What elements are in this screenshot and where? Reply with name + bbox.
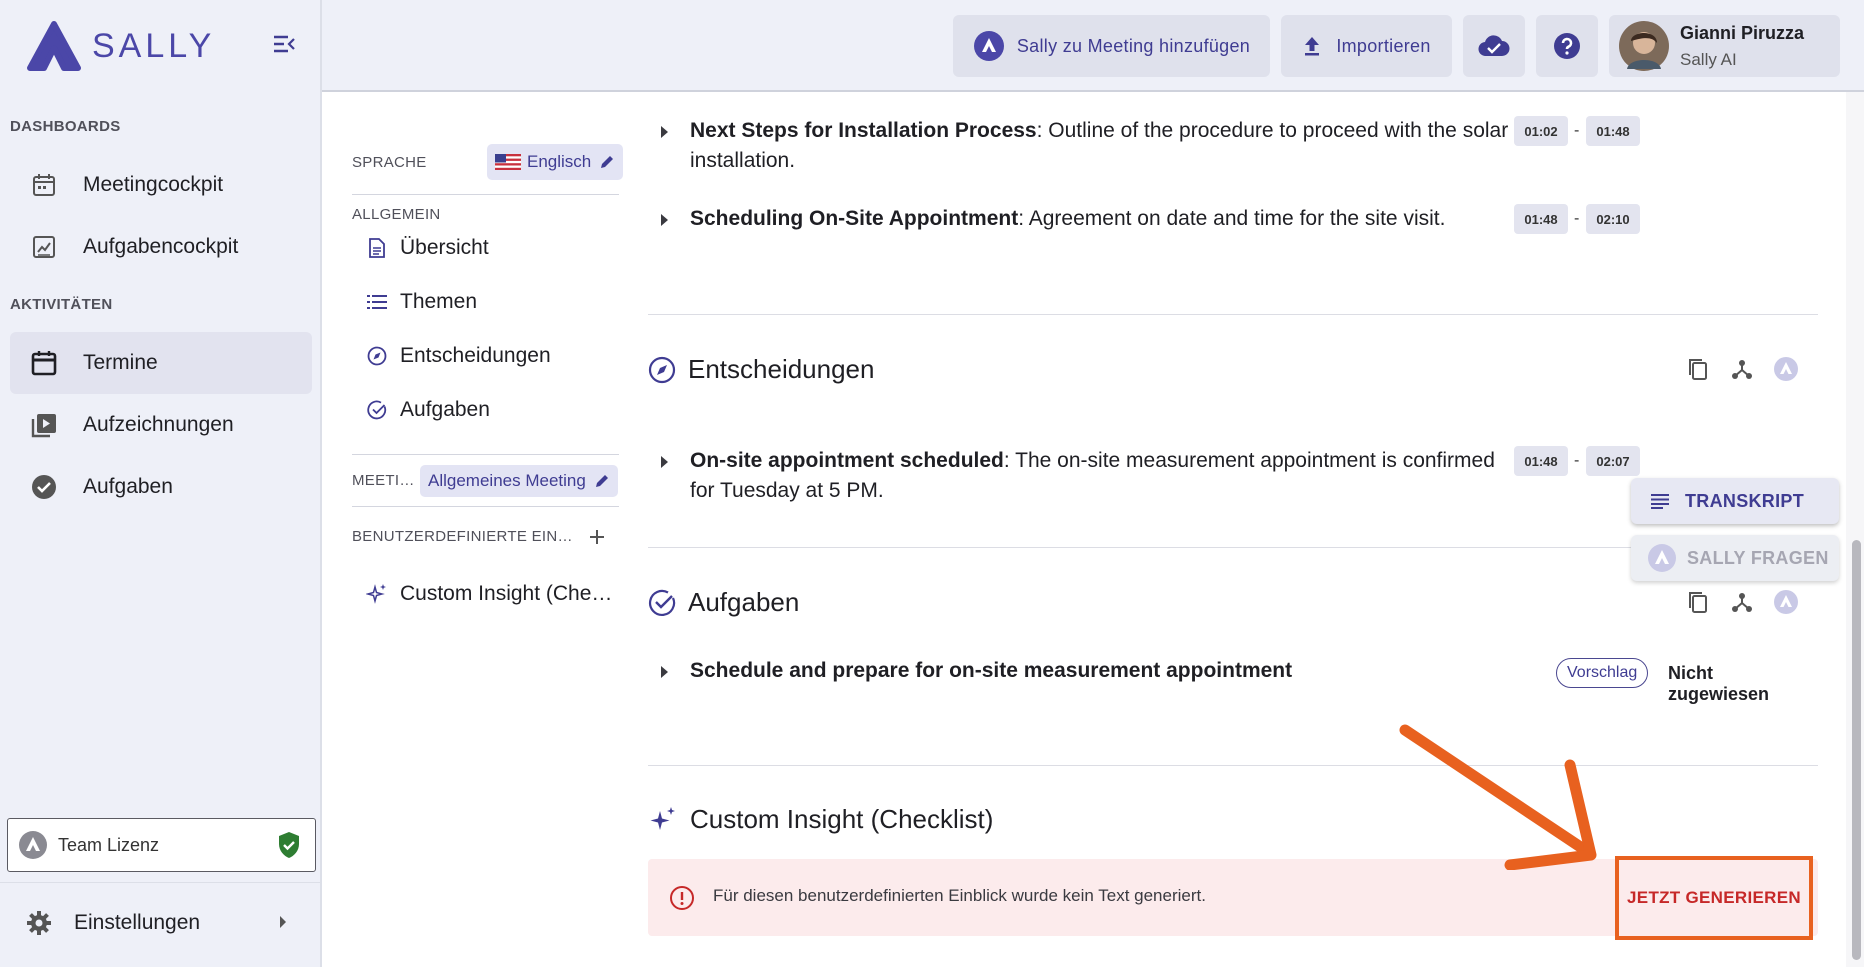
import-button[interactable] — [1281, 15, 1452, 77]
decision-text: On-site appointment scheduled: The on-site measurement appointment is confirmed for Tuesday at 5 PM. — [690, 449, 1495, 502]
transcript-button[interactable] — [1631, 478, 1839, 524]
timestamp-end[interactable]: 02:10 — [1586, 204, 1640, 234]
compass-icon — [648, 356, 676, 384]
sally-logo-icon — [26, 20, 82, 72]
sidebar-item-meetingcockpit[interactable] — [10, 154, 312, 216]
user-name: Gianni Piruzza — [1680, 22, 1805, 43]
decisions-header — [648, 354, 874, 385]
nav-label: Themen — [400, 290, 478, 313]
tasks-header — [648, 587, 799, 618]
sparkle-icon — [366, 583, 388, 605]
share-hub-icon[interactable] — [1720, 358, 1764, 380]
add-icon[interactable] — [588, 528, 606, 546]
ask-sally-button[interactable] — [1631, 535, 1839, 581]
section-dashboards: DASHBOARDS — [10, 118, 121, 135]
brand-name: SALLY — [92, 26, 216, 65]
scrollbar-thumb[interactable] — [1852, 540, 1861, 960]
timestamp-start[interactable]: 01:02 — [1514, 116, 1568, 146]
import-label: Importieren — [1336, 35, 1431, 56]
suggestion-badge: Vorschlag — [1556, 658, 1648, 688]
section-aktivitaeten: AKTIVITÄTEN — [10, 296, 113, 313]
timestamp-start[interactable]: 01:48 — [1514, 446, 1568, 476]
copy-icon[interactable] — [1676, 357, 1720, 381]
nav-themen[interactable] — [366, 290, 477, 314]
language-label: SPRACHE — [352, 154, 427, 171]
help-icon — [1553, 32, 1581, 60]
add-to-meeting-label: Sally zu Meeting hinzufügen — [1016, 35, 1251, 56]
meeting-type-value: Allgemeines Meeting — [428, 471, 586, 490]
team-license-card[interactable] — [7, 818, 316, 872]
expand-arrow-icon[interactable] — [661, 666, 668, 678]
chevron-right-icon — [278, 915, 288, 934]
time-separator: - — [1574, 210, 1580, 227]
decisions-title: Entscheidungen — [688, 354, 875, 384]
task-text: Schedule and prepare for on-site measurement appointment — [690, 659, 1293, 682]
tasks-title: Aufgaben — [688, 587, 800, 617]
sally-ai-icon[interactable] — [1764, 589, 1808, 615]
sally-ai-icon — [1647, 543, 1677, 573]
sidebar-divider — [0, 882, 320, 883]
user-menu[interactable] — [1609, 15, 1840, 77]
sidebar-item-aufgaben[interactable] — [10, 456, 312, 518]
sally-logo[interactable] — [26, 20, 215, 72]
sidebar-item-aufzeichnungen[interactable] — [10, 394, 312, 456]
meeting-type-chip[interactable] — [420, 465, 618, 497]
expand-arrow-icon[interactable] — [661, 126, 668, 138]
sidebar — [0, 0, 322, 967]
sally-logo-icon — [973, 30, 1005, 62]
collapse-menu-icon[interactable] — [272, 34, 296, 59]
topic-text: Next Steps for Installation Process: Outline of the procedure to proceed with the solar installation. — [690, 119, 1509, 172]
nav-entscheidungen[interactable] — [366, 344, 551, 368]
timestamp-end[interactable]: 02:07 — [1586, 446, 1640, 476]
divider — [352, 506, 619, 507]
edit-icon — [594, 473, 610, 489]
calendar-dashboard-icon — [28, 172, 60, 198]
custom-insight-title: Custom Insight (Checklist) — [690, 804, 994, 834]
timestamp-start[interactable]: 01:48 — [1514, 204, 1568, 234]
nav-label: Übersicht — [400, 236, 489, 259]
verified-shield-icon — [277, 831, 301, 864]
timestamp-end[interactable]: 01:48 — [1586, 116, 1640, 146]
divider — [352, 194, 619, 195]
nav-aufgaben[interactable] — [366, 398, 490, 422]
decisions-actions — [1676, 356, 1808, 382]
document-icon — [366, 238, 388, 258]
expand-arrow-icon[interactable] — [661, 214, 668, 226]
license-label: Team Lizenz — [58, 834, 160, 855]
nav-label: Aufgaben — [400, 398, 490, 421]
add-sally-to-meeting-button[interactable] — [953, 15, 1270, 77]
nav-custom-insight[interactable] — [366, 582, 612, 606]
check-circle-outline-icon — [366, 400, 388, 420]
sidebar-item-label: Termine — [83, 351, 158, 374]
error-message: Für diesen benutzerdefinierten Einblick wurde kein Text generiert. — [713, 886, 1206, 905]
meeting-type-label: MEETI… — [352, 472, 415, 489]
chart-icon — [28, 234, 60, 260]
copy-icon[interactable] — [1676, 590, 1720, 614]
notes-icon — [1651, 493, 1671, 509]
language-value: Englisch — [527, 152, 592, 171]
sidebar-item-label: Aufgabencockpit — [83, 235, 239, 258]
cloud-done-icon — [1478, 34, 1510, 58]
ask-sally-label: SALLY FRAGEN — [1687, 547, 1829, 568]
edit-icon — [599, 154, 615, 170]
error-icon — [669, 885, 695, 911]
expand-arrow-icon[interactable] — [661, 456, 668, 468]
tasks-actions — [1676, 589, 1808, 615]
list-icon — [366, 294, 388, 310]
sparkle-icon — [648, 805, 678, 835]
time-separator: - — [1574, 452, 1580, 469]
annotation-arrow-icon — [1395, 720, 1615, 870]
custom-insight-header — [648, 804, 993, 835]
check-circle-icon — [28, 473, 60, 501]
help-button[interactable] — [1536, 15, 1598, 77]
video-library-icon — [28, 411, 60, 439]
section-divider — [648, 314, 1818, 315]
section-nav — [352, 92, 620, 967]
topic-text: Scheduling On-Site Appointment: Agreement on date and time for the site visit. — [690, 207, 1446, 230]
sidebar-item-label: Aufgaben — [83, 475, 173, 498]
transcript-label: TRANSKRIPT — [1685, 490, 1804, 511]
sidebar-item-label: Aufzeichnungen — [83, 413, 234, 436]
check-circle-outline-icon — [648, 589, 676, 617]
gear-icon — [26, 910, 52, 936]
sidebar-item-aufgabencockpit[interactable] — [10, 216, 312, 278]
avatar — [1619, 21, 1669, 71]
section-divider — [648, 765, 1818, 766]
general-label: ALLGEMEIN — [352, 206, 441, 223]
upload-icon — [1302, 35, 1322, 57]
sidebar-item-label: Meetingcockpit — [83, 173, 224, 196]
time-separator: - — [1574, 122, 1580, 139]
nav-label: Entscheidungen — [400, 344, 551, 367]
language-chip[interactable] — [487, 144, 623, 180]
generate-now-button[interactable]: JETZT GENERIEREN — [1615, 856, 1813, 940]
divider — [352, 454, 619, 455]
sally-avatar-icon — [18, 830, 48, 860]
settings-label: Einstellungen — [74, 911, 201, 934]
compass-icon — [366, 346, 388, 366]
sidebar-item-termine[interactable] — [10, 332, 312, 394]
sally-ai-icon[interactable] — [1764, 356, 1808, 382]
calendar-icon — [28, 349, 60, 377]
nav-uebersicht[interactable] — [366, 236, 489, 260]
assignee-label[interactable]: Nicht zugewiesen — [1668, 663, 1770, 704]
share-hub-icon[interactable] — [1720, 591, 1764, 613]
main-content — [648, 92, 1818, 967]
nav-label: Custom Insight (Che… — [400, 582, 613, 605]
settings-item[interactable] — [0, 893, 320, 953]
custom-insights-label: BENUTZERDEFINIERTE EIN… — [352, 528, 573, 545]
us-flag-icon — [495, 154, 521, 170]
user-org: Sally AI — [1680, 49, 1737, 69]
top-bar — [322, 0, 1864, 92]
cloud-sync-button[interactable] — [1463, 15, 1525, 77]
